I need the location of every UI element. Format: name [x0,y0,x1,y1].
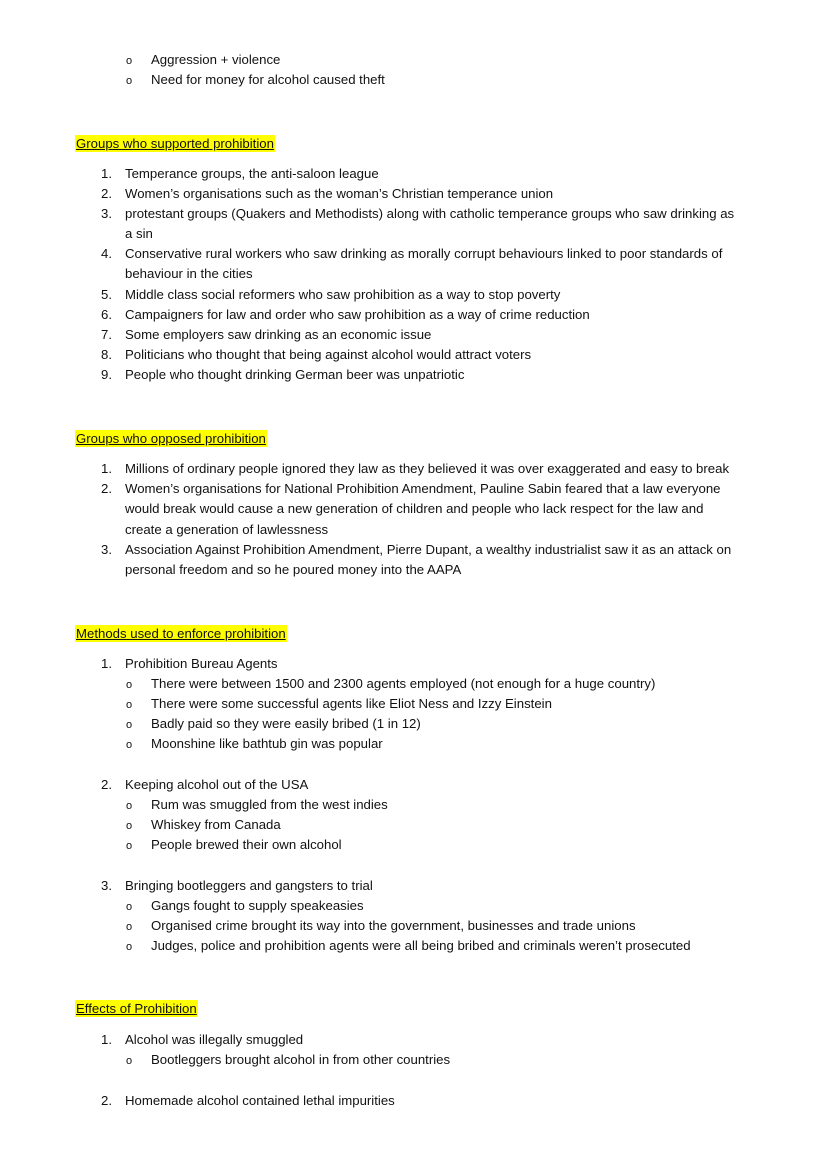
top-bullet: Need for money for alcohol caused theft [151,72,385,87]
supported-item: Politicians who thought that being against alcohol would attract voters [125,347,532,362]
supported-item: Conservative rural workers who saw drinking as morally corrupt behaviours linked to poor standards of [125,246,723,261]
effect-title: Homemade alcohol contained lethal impurities [125,1093,395,1108]
heading-effects: Effects of Prohibition [76,1001,197,1016]
opposed-item: Women’s organisations for National Prohibition Amendment, Pauline Sabin feared that a law everyone [125,481,721,496]
effect-title: Alcohol was illegally smuggled [125,1032,304,1047]
list-number: 2. [101,1093,112,1108]
sub-bullet-marker: o [126,840,133,852]
list-number: 3. [101,206,112,221]
supported-item-cont: a sin [125,226,153,241]
supported-item: Some employers saw drinking as an economic issue [125,327,432,342]
list-number: 1. [101,1032,112,1047]
method-bullet: There were between 1500 and 2300 agents employed (not enough for a huge country) [151,676,656,691]
list-number: 7. [101,327,112,342]
list-number: 9. [101,367,112,382]
sub-bullet-marker: o [126,901,133,913]
list-number: 3. [101,878,112,893]
supported-item: Middle class social reformers who saw prohibition as a way to stop poverty [125,287,561,302]
heading-opposed: Groups who opposed prohibition [76,431,266,446]
sub-bullet-marker: o [126,739,133,751]
sub-bullet-marker: o [126,719,133,731]
method-bullet: People brewed their own alcohol [151,837,342,852]
method-title: Keeping alcohol out of the USA [125,777,309,792]
opposed-item: Association Against Prohibition Amendment, Pierre Dupant, a wealthy industrialist saw it as an attack on [125,542,732,557]
effect-bullet: Bootleggers brought alcohol in from other countries [151,1052,451,1067]
sub-bullet-marker: o [126,800,133,812]
opposed-item-cont: personal freedom and so he poured money into the AAPA [125,562,462,577]
opposed-item-cont: would break would cause a new generation of children and people who lack respect for the law and [125,501,704,516]
method-bullet: Gangs fought to supply speakeasies [151,898,364,913]
sub-bullet-marker: o [126,75,133,87]
sub-bullet-marker: o [126,820,133,832]
method-bullet: Badly paid so they were easily bribed (1 in 12) [151,716,421,731]
heading-methods: Methods used to enforce prohibition [76,626,286,641]
method-title: Bringing bootleggers and gangsters to trial [125,878,373,893]
sub-bullet-marker: o [126,679,133,691]
method-bullet: There were some successful agents like Eliot Ness and Izzy Einstein [151,696,552,711]
opposed-item-cont: create a generation of lawlessness [125,522,329,537]
list-number: 5. [101,287,112,302]
list-number: 1. [101,656,112,671]
sub-bullet-marker: o [126,55,133,67]
list-number: 3. [101,542,112,557]
sub-bullet-marker: o [126,921,133,933]
list-number: 6. [101,307,112,322]
method-bullet: Rum was smuggled from the west indies [151,797,388,812]
sub-bullet-marker: o [126,699,133,711]
list-number: 1. [101,166,112,181]
supported-item: Women’s organisations such as the woman’s Christian temperance union [125,186,554,201]
sub-bullet-marker: o [126,941,133,953]
method-bullet: Moonshine like bathtub gin was popular [151,736,383,751]
method-bullet: Organised crime brought its way into the government, businesses and trade unions [151,918,636,933]
list-number: 1. [101,461,112,476]
method-bullet: Whiskey from Canada [151,817,281,832]
supported-item: Temperance groups, the anti-saloon league [125,166,379,181]
supported-item: Campaigners for law and order who saw prohibition as a way of crime reduction [125,307,590,322]
supported-item: People who thought drinking German beer was unpatriotic [125,367,465,382]
supported-item-cont: behaviour in the cities [125,266,253,281]
top-bullet: Aggression + violence [151,52,281,67]
method-bullet: Judges, police and prohibition agents were all being bribed and criminals weren’t prosecuted [151,938,691,953]
method-title: Prohibition Bureau Agents [125,656,278,671]
supported-item: protestant groups (Quakers and Methodists) along with catholic temperance groups who saw drinking as [125,206,735,221]
list-number: 4. [101,246,112,261]
sub-bullet-marker: o [126,1055,133,1067]
heading-supported: Groups who supported prohibition [76,136,274,151]
list-number: 2. [101,481,112,496]
list-number: 2. [101,186,112,201]
list-number: 8. [101,347,112,362]
list-number: 2. [101,777,112,792]
opposed-item: Millions of ordinary people ignored they law as they believed it was over exaggerated and easy to break [125,461,730,476]
